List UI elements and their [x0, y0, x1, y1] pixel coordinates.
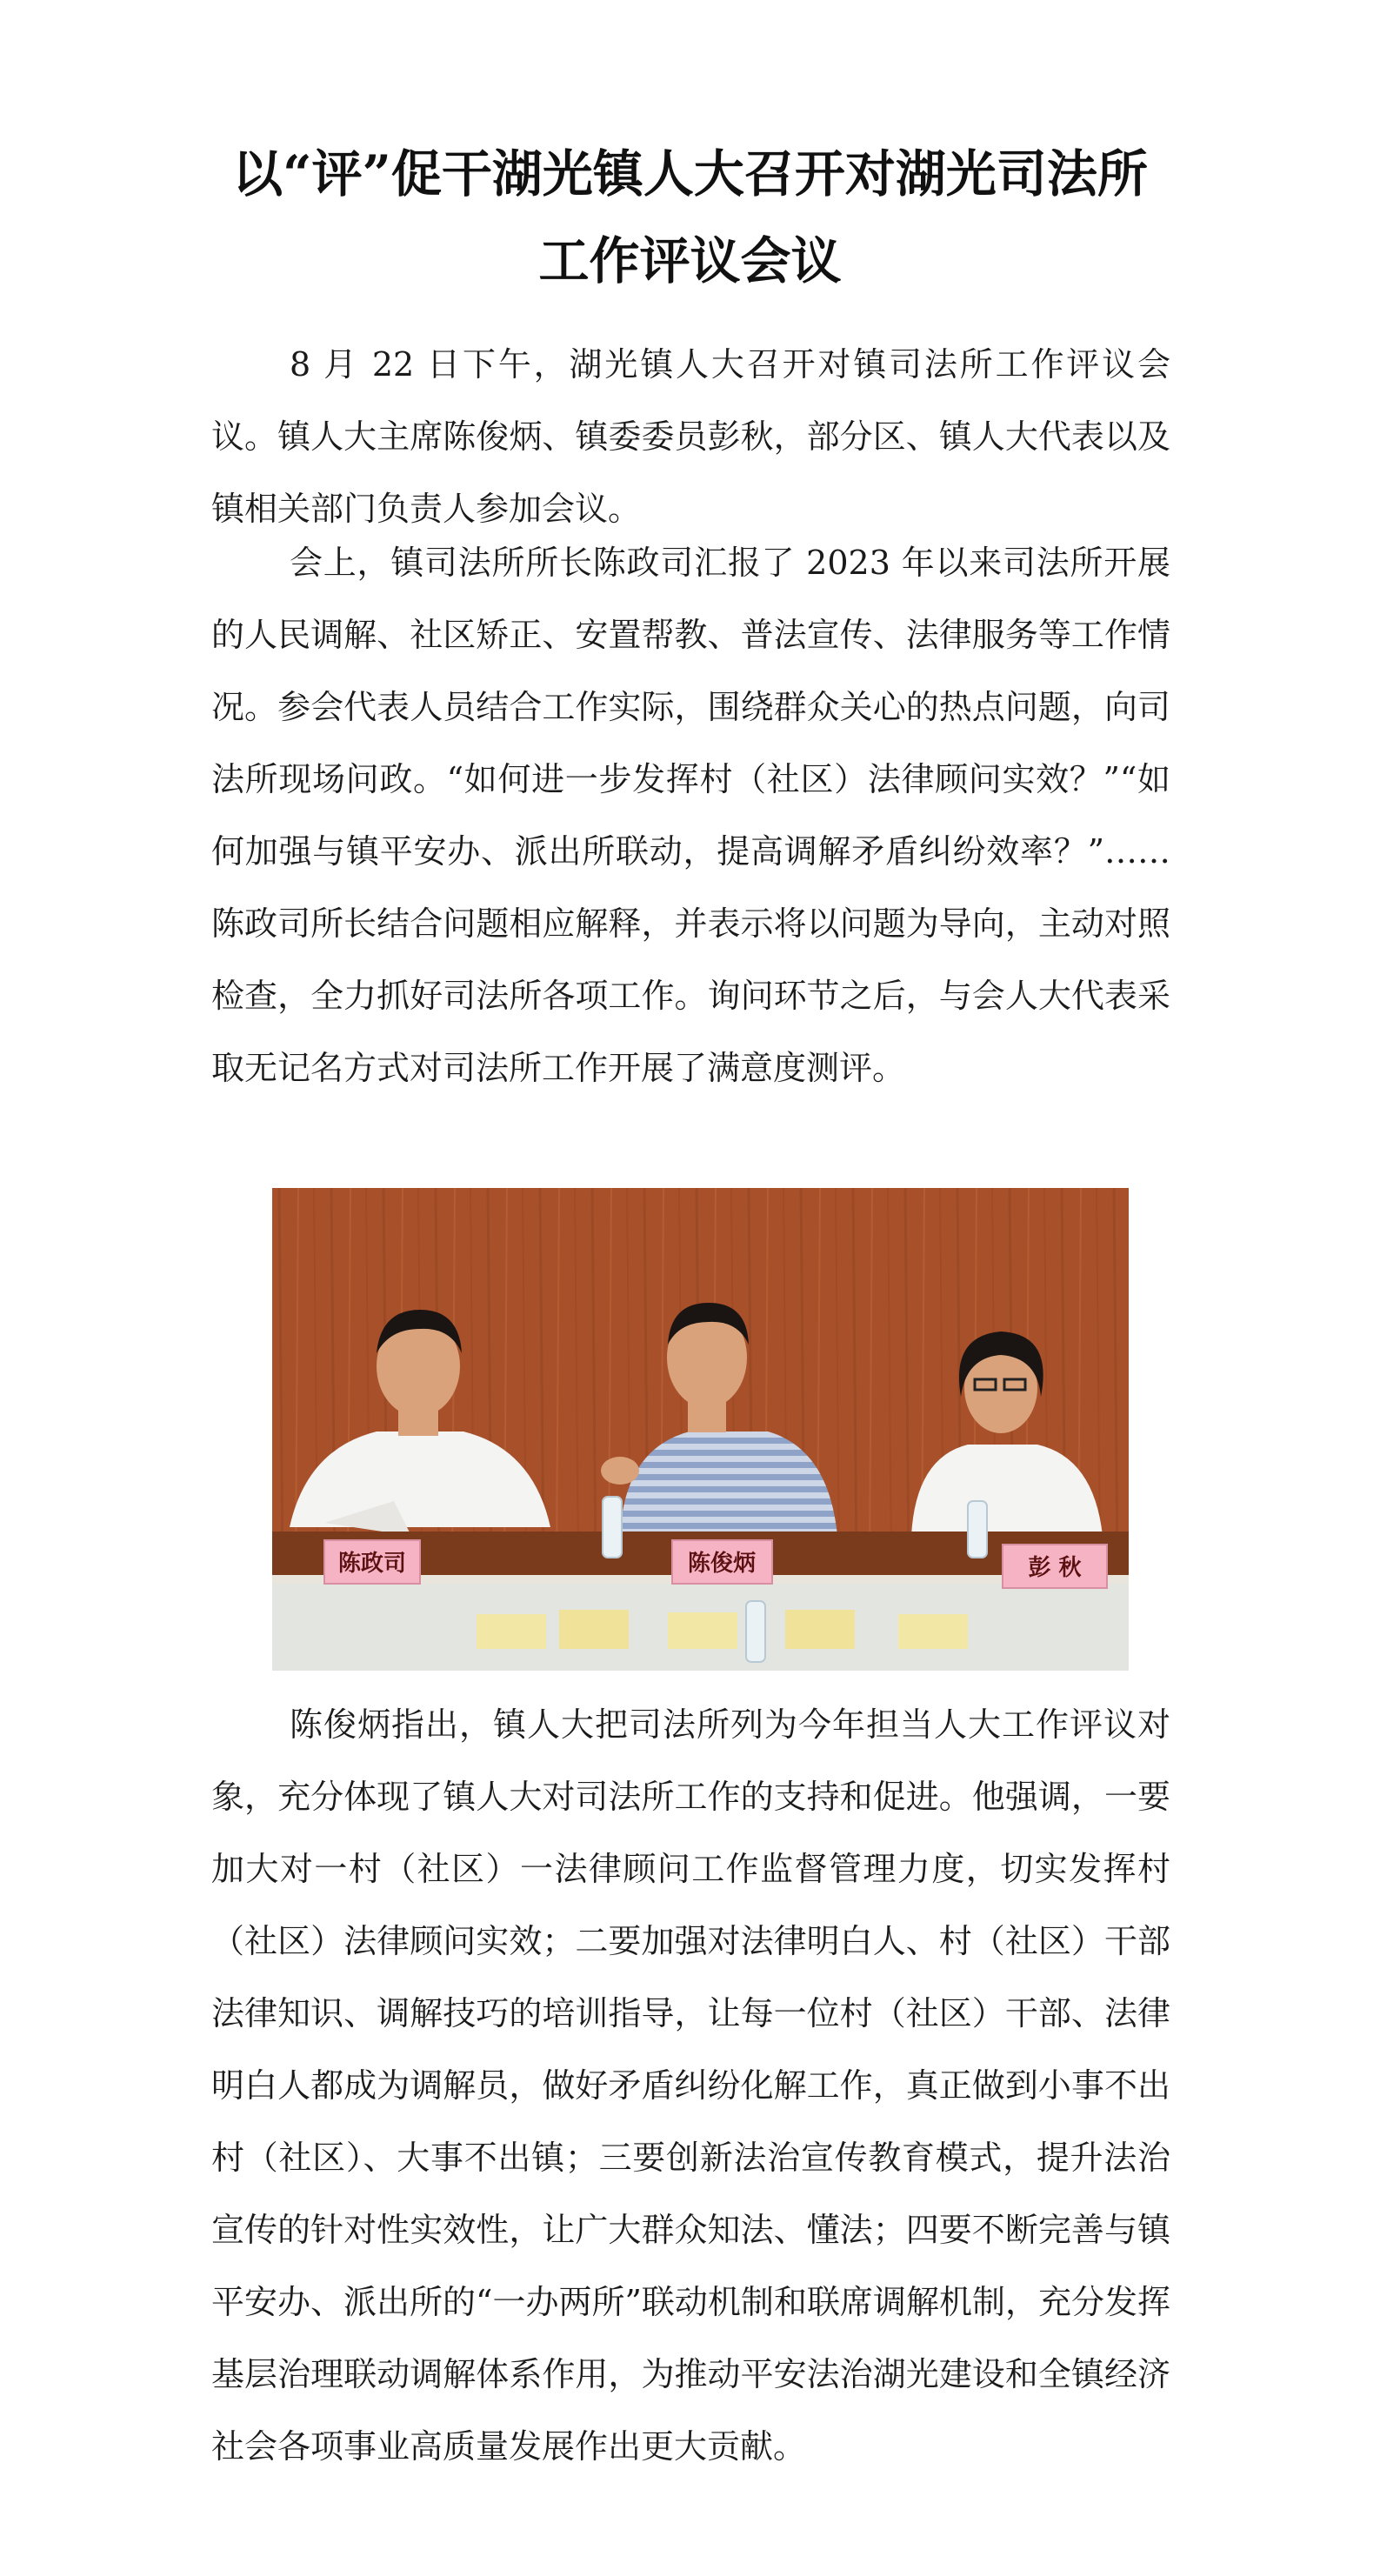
article-paragraph-2: 会上，镇司法所所长陈政司汇报了 2023 年以来司法所开展的人民调解、社区矫正、安置帮教、普法宣传、法律服务等工作情况。参会代表人员结合工作实际，围绕群众关心的热点问题，向司法所现场问政。“如何进一步发挥村（社区）法律顾问实效？”“如何加强与镇平安办、派出所联动，提高调解矛盾纠纷效率？”……陈政司所长结合问题相应解释，并表示将以问题为导向，主动对照检查，全力抓好司法所各项工作。询问环节之后，与会人大代表采取无记名方式对司法所工作开展了满意度测评。: [211, 544, 1170, 1087]
nameplate-left: [324, 1540, 420, 1584]
title-line-1: 以“评”促干湖光镇人大召开对湖光司法所: [232, 144, 1148, 204]
nameplate-middle: [672, 1540, 772, 1584]
nameplate-left-text: 陈政司: [337, 1551, 407, 1577]
meeting-photo-illustration: [272, 1188, 1129, 1671]
nameplate-middle-text: 陈俊炳: [687, 1551, 757, 1577]
nameplate-right: [1003, 1545, 1107, 1588]
nameplate-right-text: 彭 秋: [1028, 1555, 1082, 1581]
meeting-photo: [272, 1188, 1129, 1671]
title-line-2: 工作评议会议: [538, 231, 842, 290]
article-paragraph-1: 8 月 22 日下午，湖光镇人大召开对镇司法所工作评议会议。镇人大主席陈俊炳、镇委委员彭秋，部分区、镇人大代表以及镇相关部门负责人参加会议。: [211, 345, 1170, 528]
article-paragraph-3: 陈俊炳指出，镇人大把司法所列为今年担当人大工作评议对象，充分体现了镇人大对司法所工作的支持和促进。他强调，一要加大对一村（社区）一法律顾问工作监督管理力度，切实发挥村（社区）法律顾问实效；二要加强对法律明白人、村（社区）干部法律知识、调解技巧的培训指导，让每一位村（社区）干部、法律明白人都成为调解员，做好矛盾纠纷化解工作，真正做到小事不出村（社区）、大事不出镇；三要创新法治宣传教育模式，提升法治宣传的针对性实效性，让广大群众知法、懂法；四要不断完善与镇平安办、派出所的“一办两所”联动机制和联席调解机制，充分发挥基层治理联动调解体系作用，为推动平安法治湖光建设和全镇经济社会各项事业高质量发展作出更大贡献。: [211, 1705, 1170, 2466]
article-title: [157, 130, 1223, 304]
